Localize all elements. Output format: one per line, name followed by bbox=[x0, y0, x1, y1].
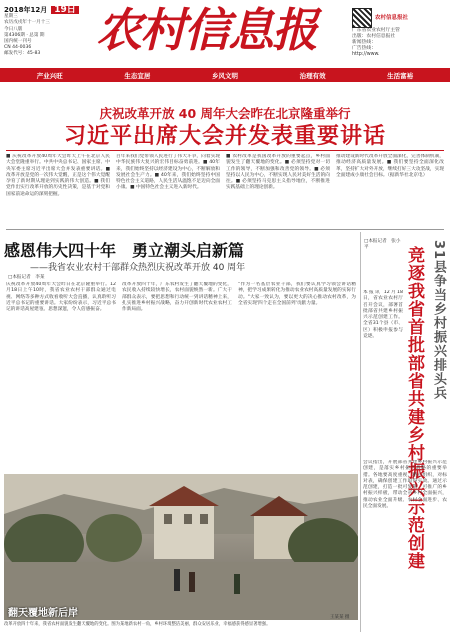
masthead bbox=[0, 0, 450, 66]
divider bbox=[6, 150, 444, 151]
publisher-line: 广东省农业农村厅主管 bbox=[352, 28, 400, 33]
side-kicker: 31县争当乡村振兴排头兵 bbox=[431, 240, 446, 401]
publisher-line: 出版：农村信息报社 bbox=[352, 34, 396, 39]
photo-caption-title: 翻天覆地新后岸 bbox=[8, 608, 78, 619]
nav-item: 乡风文明 bbox=[211, 71, 238, 80]
section-nav bbox=[0, 68, 450, 82]
photo-scene-image bbox=[4, 474, 358, 620]
side-body-1: 本报讯 12月18日，省农业农村厅召开会议，部署首批部省共建乡村振兴示范创建工作。全省31个县（市、区）积极申报参与竞逐。 bbox=[363, 290, 403, 340]
date-block bbox=[4, 6, 82, 58]
lead-column-3: ■ 农村改革是我国改革开放的重要起点，乡村面貌发生了翻天覆地的变化。■ 必须坚持党对一切工作的领导，不断加强和改善党的领导。■ 必须坚持以人民为中心，不断实现人民对美好生活的向往。■ 必须坚持马克思主义指导地位，不断推进实践基础上的理论创新。 bbox=[226, 154, 330, 191]
nav-item: 治理有效 bbox=[299, 71, 326, 80]
second-column-2: 改革开放四十年，广东农村发生了翻天覆地的变化，农民收入持续较快增长，农村面貌焕然一新。广大干部群众表示，要把思想和行动统一到讲话精神上来，扎实推进乡村振兴战略，奋力开创新时代农业农村工作新局面。 bbox=[122, 282, 232, 313]
issue-line: 邮发代号：45-83 bbox=[4, 51, 41, 57]
qr-code-icon bbox=[352, 8, 372, 28]
news-photo bbox=[4, 474, 358, 620]
divider bbox=[6, 229, 444, 230]
photo-credit: 王某某 摄 bbox=[330, 615, 350, 620]
issue-line: 第4306期 · 总第 期 bbox=[4, 32, 45, 38]
lead-column-4: 推动建设新时代改革开放全面深化，完善体制机制，推动经济高质量发展。■ 我们要坚持全面深化改革，坚持扩大对外开放，继续打好三大攻坚战，实现全面建成小康社会目标。（据新华社北京电） bbox=[336, 154, 444, 178]
lead-subtitle: 庆祝改革开放 40 周年大会昨在北京隆重举行 bbox=[99, 106, 351, 121]
publisher-line: http://www. bbox=[352, 52, 380, 57]
publisher-line: 新闻热线： bbox=[352, 40, 376, 45]
second-byline: □本报记者 李某 bbox=[8, 275, 45, 280]
nav-item: 生态宜居 bbox=[124, 71, 151, 80]
column-divider bbox=[360, 232, 361, 632]
second-column-1: 庆祝改革开放40周年大会昨日在北京隆重举行。12月18日上午10时，我省农业农村干部群众通过电视、网络等多种方式收看收听大会直播，认真聆听习近平总书记的重要讲话。大家纷纷表示，习近平总书记的讲话高屋建瓴、思想深邃，令人倍感振奋。 bbox=[6, 282, 116, 313]
lead-column-1: ■ 庆祝改革开放40周年大会昨天上午在北京人民大会堂隆重举行。中共中央总书记、国家主席、中央军委主席习近平出席大会并发表重要讲话。■ 改革开放是党的一次伟大觉醒，正是这个伟大觉醒孕育了新时期从理论到实践的伟大创造。■ 我们党作出实行改革开放的历史性决策，是基于对党和国家前途命运的深刻把握。 bbox=[6, 154, 110, 197]
nav-item: 生活富裕 bbox=[387, 71, 414, 80]
issue-day: 19日 bbox=[51, 6, 79, 14]
nav-item: 产业兴旺 bbox=[36, 71, 63, 80]
publisher-logo-box bbox=[352, 8, 446, 60]
lunar-date: 农历戊戌年十一月十三 bbox=[4, 20, 50, 26]
issue-date: 2018年12月 bbox=[4, 6, 48, 14]
newspaper-title: 农村信息报 bbox=[96, 3, 316, 57]
side-body-2: 会议指出，开展部省共建乡村振兴示范创建，是落实乡村振兴战略的重要举措。各地要高度重视，精心组织，对标对表，确保创建工作取得实效。通过示范创建，打造一批可复制、可推广的乡村振兴样板，带动全省乡村全面振兴，推动农业全面升级、农村全面进步、农民全面发展。 bbox=[363, 460, 447, 510]
second-column-3: "作为一名基层农业干部，我们要认真学习领会讲话精神，把学习成果转化为推动农业农村高质量发展的实际行动。"大家一致认为，要以更大的决心推动农村改革，为全省实现'四个走在全国前列'贡献力量。 bbox=[238, 282, 356, 306]
issue-line: 今日八版 bbox=[4, 26, 23, 32]
side-headline: 竞逐我省首批部省共建乡村振兴示范创建 bbox=[404, 246, 424, 570]
weekday: 星期三 bbox=[4, 14, 18, 20]
publisher-brand: 农村信息报社 bbox=[375, 15, 409, 21]
publisher-line: 广告热线： bbox=[352, 46, 376, 51]
second-subtitle: ——我省农业农村干部群众热烈庆祝改革开放 40 周年 bbox=[30, 263, 246, 273]
lead-headline: 习近平出席大会并发表重要讲话 bbox=[63, 124, 386, 149]
second-headline: 感恩伟大四十年 勇立潮头启新篇 bbox=[4, 241, 245, 260]
issue-line: CN 44-0036 bbox=[4, 45, 32, 51]
photo-caption-text: 改革开放四十年来，我省农村面貌发生翻天覆地的变化。图为某地新农村一角，乡村环境整洁美丽，群众安居乐业，幸福感获得感显著增强。 bbox=[4, 622, 271, 627]
issue-line: 国内统一刊号 bbox=[4, 39, 32, 45]
side-byline: □本报记者 张小平 bbox=[364, 239, 401, 250]
lead-column-2: 百年来我们党带领人民进行了伟大斗争，向着实现中华民族伟大复兴的宏伟目标奋勇前进。■ 40年来，我们始终坚持以经济建设为中心，不断解放和发展社会生产力。■ 40年来，我们始终坚持中国特色社会主义道路，人民生活从温饱不足迈向全面小康。■ 中国特色社会主义进入新时代。 bbox=[116, 154, 220, 191]
